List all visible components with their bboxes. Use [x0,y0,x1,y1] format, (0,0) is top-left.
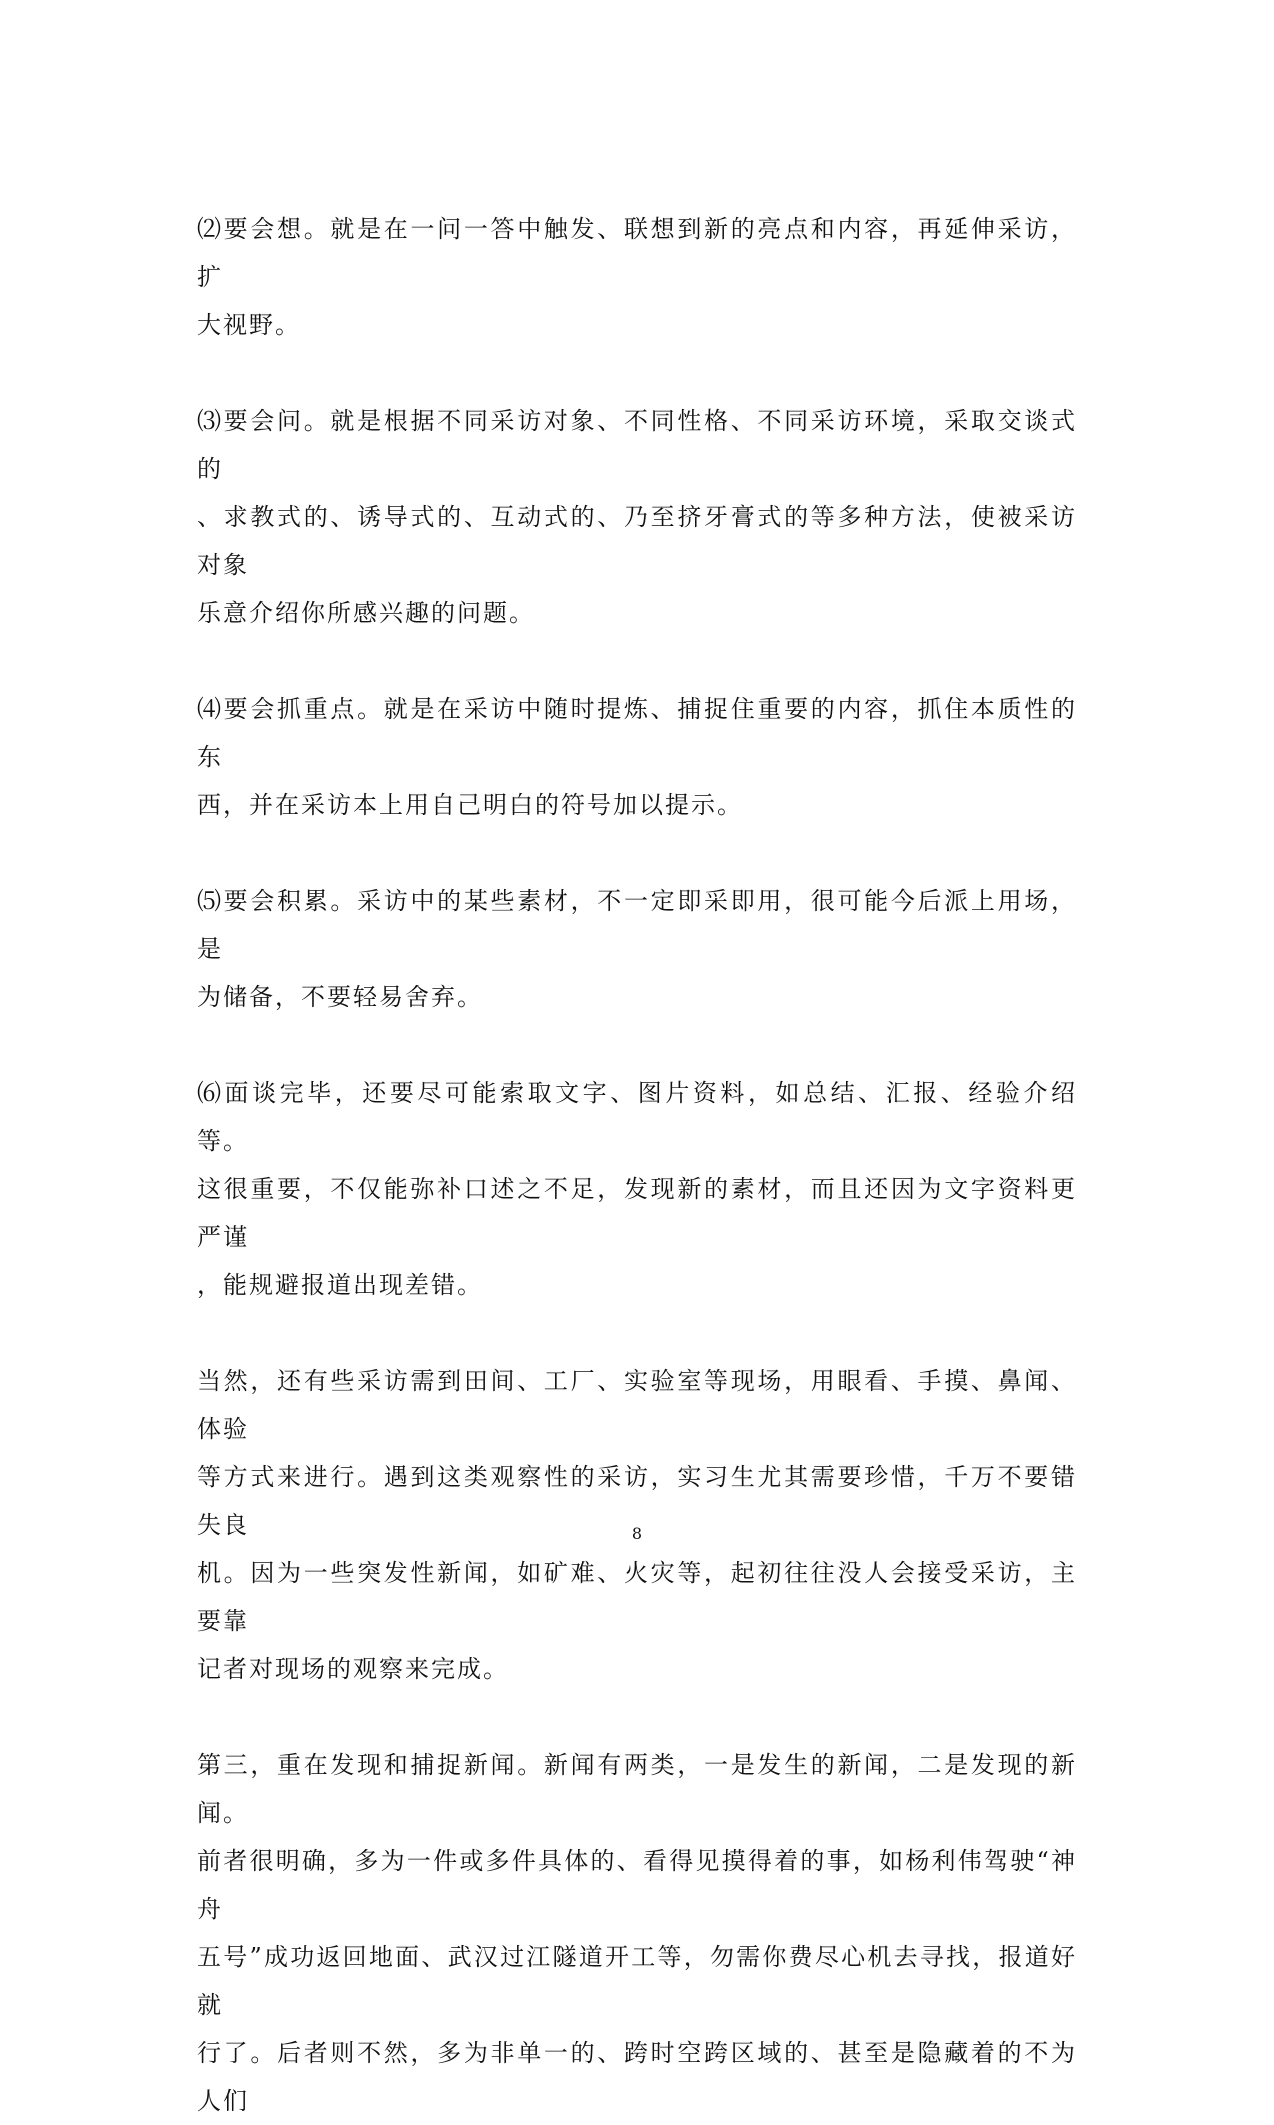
text-line: 大视野。 [197,311,301,339]
text-line: 当然，还有些采访需到田间、工厂、实验室等现场，用眼看、手摸、鼻闻、体验 [197,1367,1077,1443]
text-line: 乐意介绍你所感兴趣的问题。 [197,599,535,627]
paragraph-item-3 [197,397,1077,637]
text-line: 这很重要，不仅能弥补口述之不足，发现新的素材，而且还因为文字资料更严谨 [197,1175,1077,1251]
paragraph-gap [197,829,1077,877]
text-line: ⑷要会抓重点。就是在采访中随时提炼、捕捉住重要的内容，抓住本质性的东 [197,695,1077,771]
text-line: ⑹面谈完毕，还要尽可能索取文字、图片资料，如总结、汇报、经验介绍等。 [197,1079,1077,1155]
paragraph-item-5 [197,877,1077,1021]
text-line: ⑸要会积累。采访中的某些素材，不一定即采即用，很可能今后派上用场，是 [197,887,1077,963]
paragraph-item-6 [197,1069,1077,1309]
text-line: 前者很明确，多为一件或多件具体的、看得见摸得着的事，如杨利伟驾驶“神舟 [197,1847,1077,1923]
text-line: 为储备，不要轻易舍弃。 [197,983,483,1011]
text-line: 行了。后者则不然，多为非单一的、跨时空跨区域的、甚至是隐藏着的不为人们 [197,2039,1077,2115]
text-line: 记者对现场的观察来完成。 [197,1655,509,1683]
page-number: 8 [631,1524,643,1543]
text-line: 、求教式的、诱导式的、互动式的、乃至挤牙膏式的等多种方法，使被采访对象 [197,503,1077,579]
paragraph-gap [197,349,1077,397]
text-line: ⑶要会问。就是根据不同采访对象、不同性格、不同采访环境，采取交谈式的 [197,407,1077,483]
paragraph-gap [197,1693,1077,1741]
paragraph-gap [197,637,1077,685]
text-line: 第三，重在发现和捕捉新闻。新闻有两类，一是发生的新闻，二是发现的新闻。 [197,1751,1077,1827]
paragraph-gap [197,1021,1077,1069]
paragraph-third-point [197,1741,1077,2125]
paragraph-gap [197,1309,1077,1357]
text-line: 西，并在采访本上用自己明白的符号加以提示。 [197,791,743,819]
text-line: ⑵要会想。就是在一问一答中触发、联想到新的亮点和内容，再延伸采访，扩 [197,215,1077,291]
document-body [197,205,1077,2125]
text-line: 五号”成功返回地面、武汉过江隧道开工等，勿需你费尽心机去寻找，报道好就 [197,1943,1077,2019]
text-line: 等方式来进行。遇到这类观察性的采访，实习生尤其需要珍惜，千万不要错失良 [197,1463,1077,1539]
text-line: 机。因为一些突发性新闻，如矿难、火灾等，起初往往没人会接受采访，主要靠 [197,1559,1077,1635]
text-line: ，能规避报道出现差错。 [197,1271,483,1299]
paragraph-item-2 [197,205,1077,349]
paragraph-item-4 [197,685,1077,829]
